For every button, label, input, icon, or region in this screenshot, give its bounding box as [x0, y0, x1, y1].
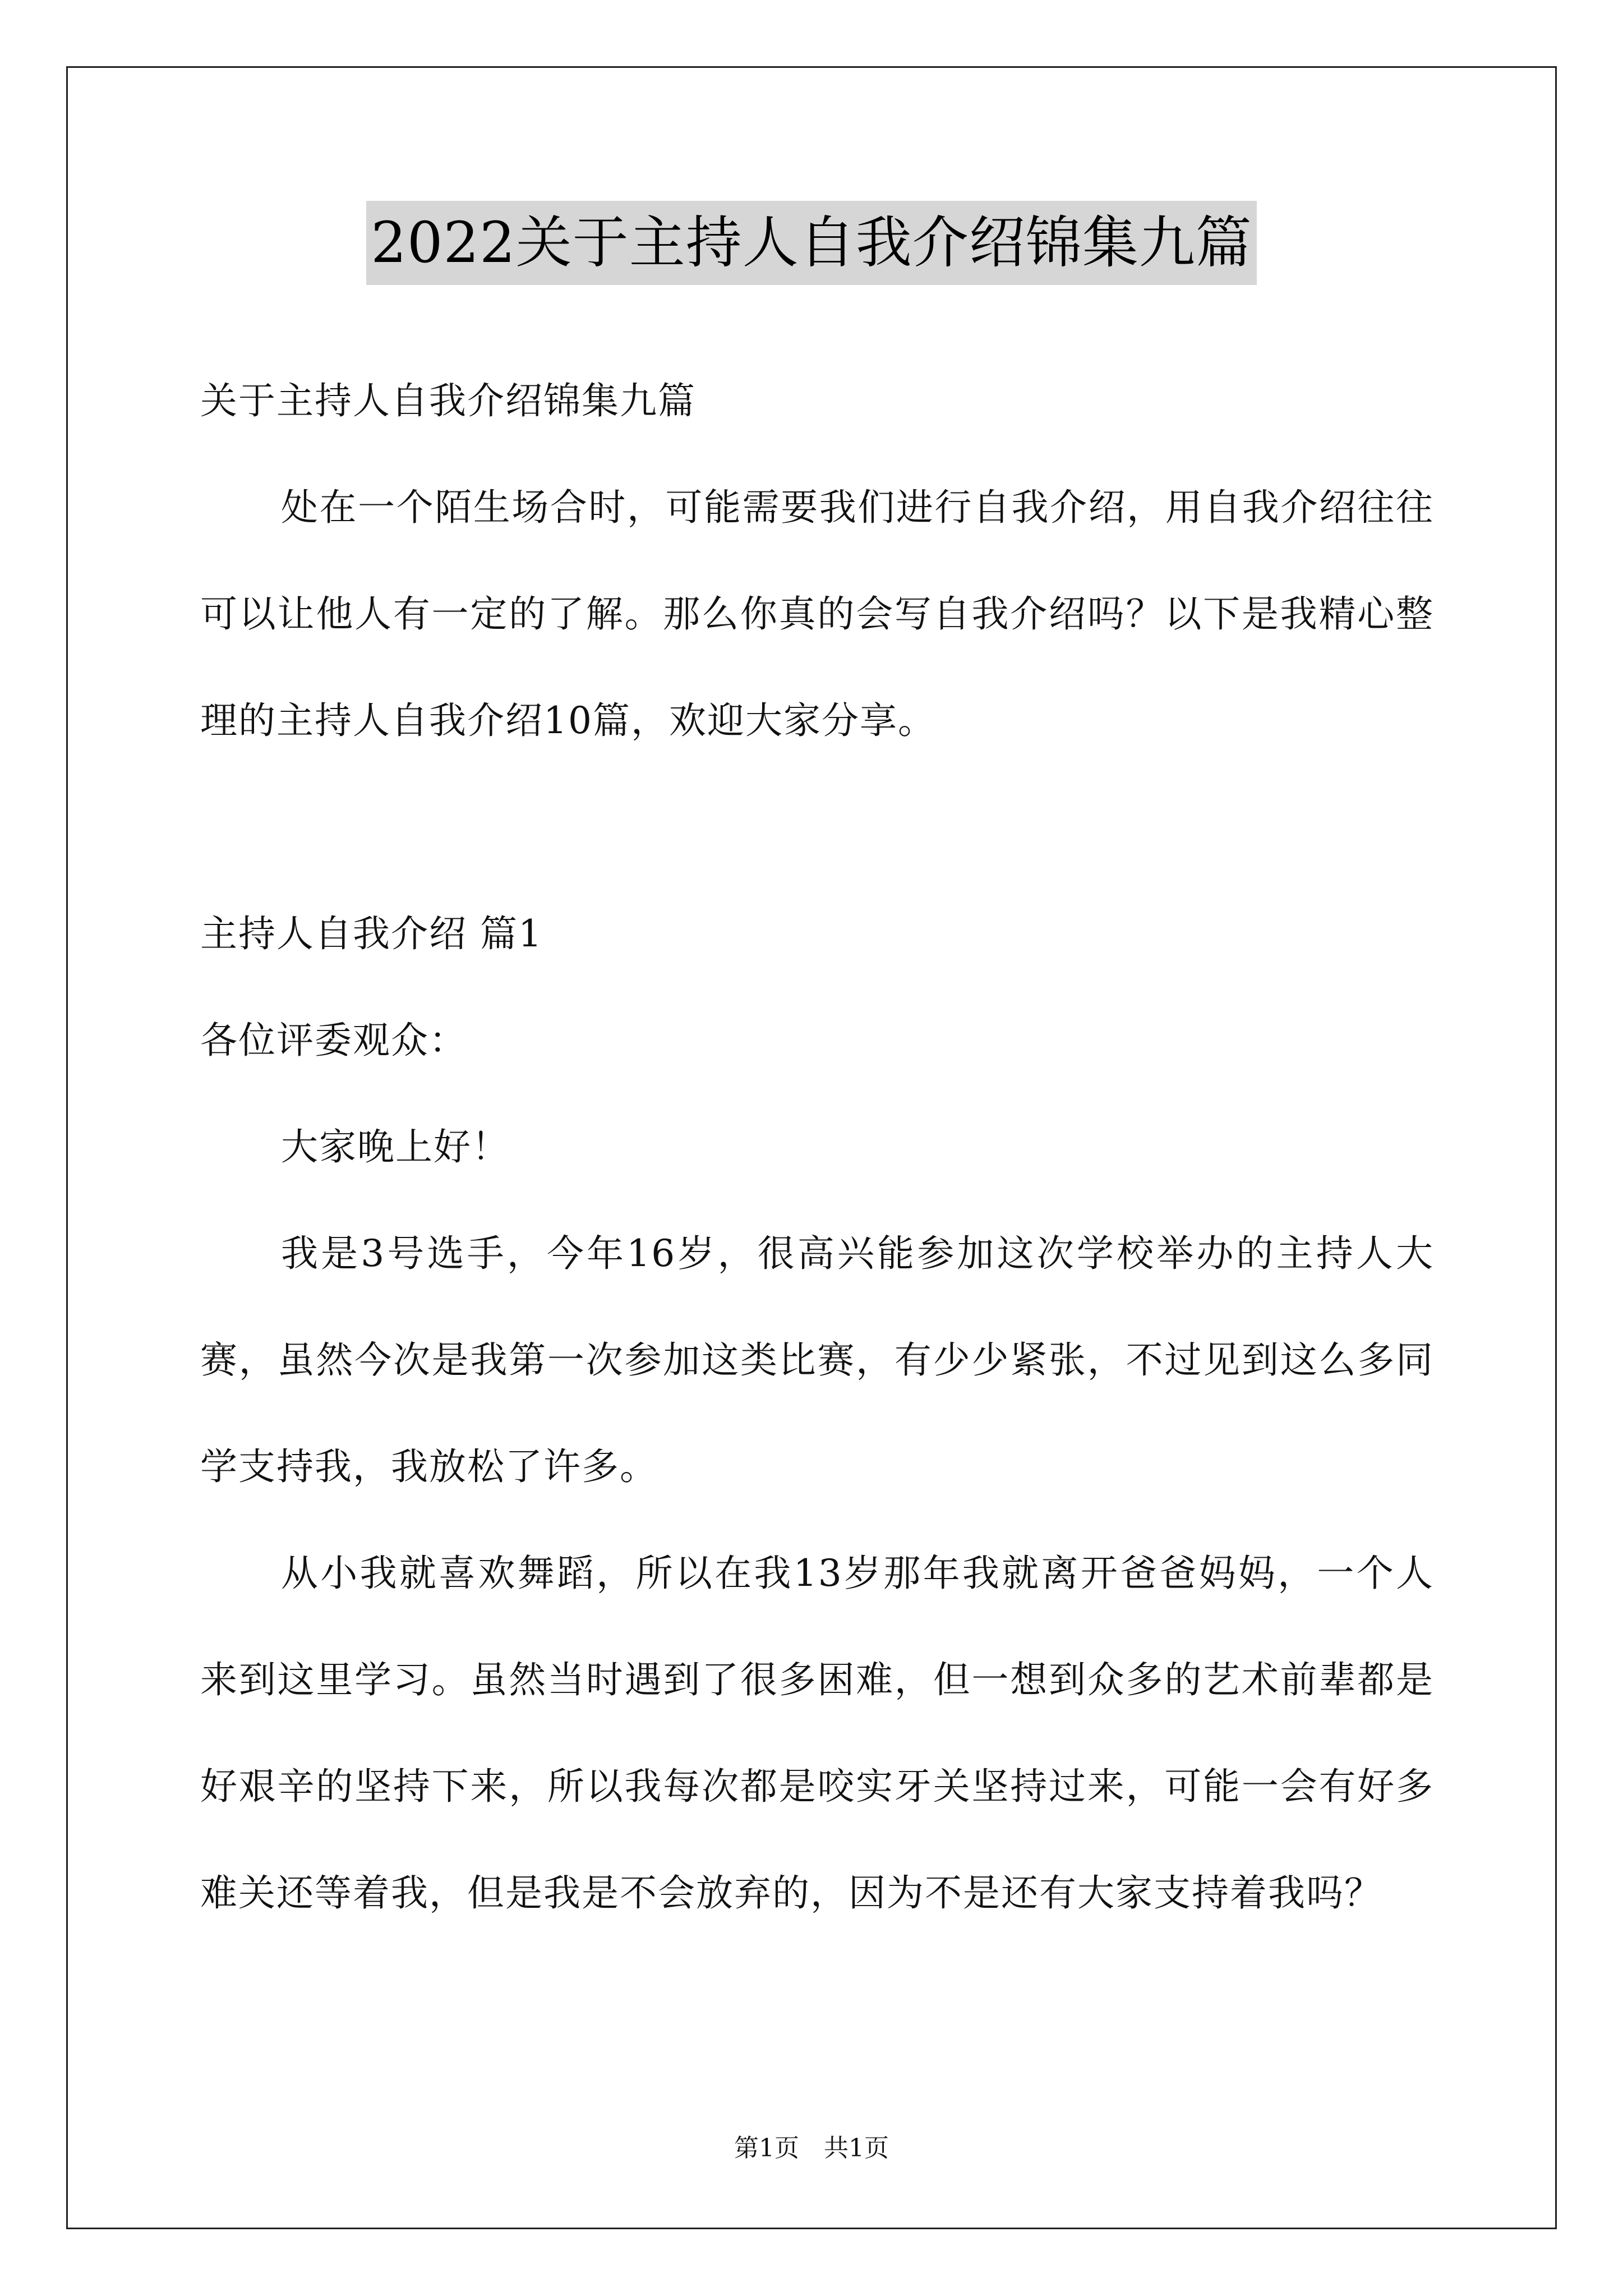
intro-paragraph: 处在一个陌生场合时，可能需要我们进行自我介绍，用自我介绍往往可以让他人有一定的了解。那么你真的会写自我介绍吗？以下是我精心整理的主持人自我介绍10篇，欢迎大家分享。	[200, 486, 1434, 742]
title-container	[0, 201, 1623, 285]
greeting-line: 大家晚上好！	[281, 1125, 510, 1168]
document-subtitle: 关于主持人自我介绍锦集九篇	[200, 379, 696, 422]
page-footer	[0, 2132, 1623, 2165]
body-paragraph-1: 我是3号选手，今年16岁，很高兴能参加这次学校举办的主持人大赛，虽然今次是我第一次参加这类比赛，有少少紧张，不过见到这么多同学支持我，我放松了许多。	[200, 1232, 1434, 1488]
page-total: 共1页	[824, 2134, 889, 2162]
document-body	[200, 348, 1434, 1947]
section-heading: 主持人自我介绍 篇1	[200, 912, 543, 955]
greeting: 各位评委观众：	[200, 1019, 467, 1062]
document-title: 2022关于主持人自我介绍锦集九篇	[366, 201, 1257, 285]
body-paragraph-2: 从小我就喜欢舞蹈，所以在我13岁那年我就离开爸爸妈妈，一个人来到这里学习。虽然当时遇到了很多困难，但一想到众多的艺术前辈都是好艰辛的坚持下来，所以我每次都是咬实牙关坚持过来，可能一会有好多难关还等着我，但是我是不会放弃的，因为不是还有大家支持着我吗？	[200, 1552, 1434, 1915]
page-number: 第1页	[734, 2134, 799, 2162]
blank-line	[200, 774, 1434, 881]
